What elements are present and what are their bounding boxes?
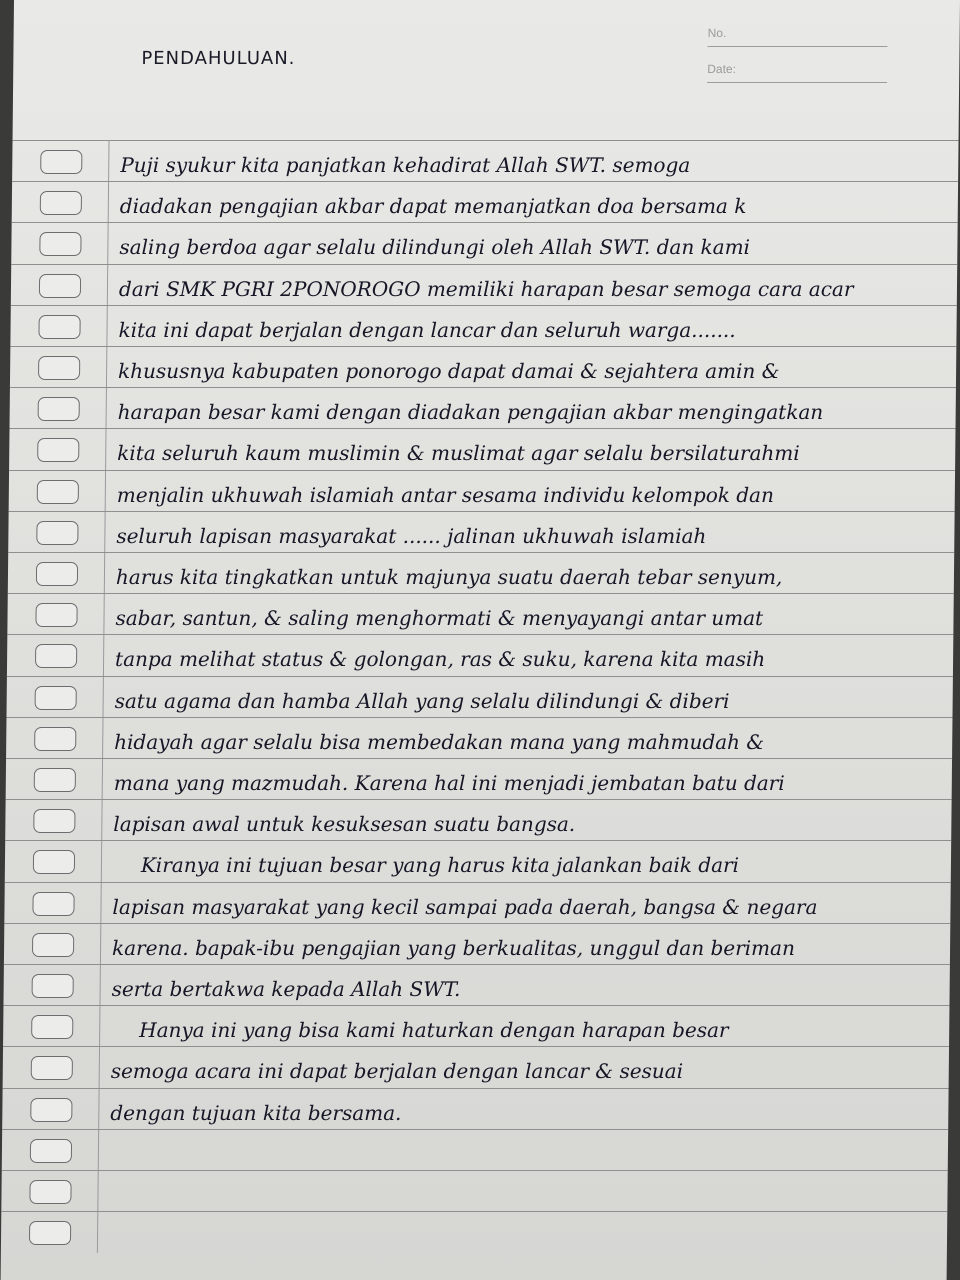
margin-checkbox — [40, 191, 82, 215]
margin-rule — [102, 759, 103, 800]
ruled-line — [2, 1088, 948, 1130]
margin-checkbox — [36, 521, 78, 545]
handwritten-line: satu agama dan hamba Allah yang selalu dilindungi & diberi — [114, 688, 730, 713]
ruled-line — [12, 181, 958, 223]
margin-rule — [106, 306, 107, 347]
handwritten-line: sabar, santun, & saling menghormati & menyayangi antar umat — [115, 606, 764, 631]
ruled-line — [3, 1005, 949, 1047]
margin-rule — [97, 1212, 98, 1253]
margin-checkbox — [34, 727, 76, 751]
handwritten-line: saling berdoa agar selalu dilindungi oleh Allah SWT. dan kami — [119, 235, 751, 260]
ruled-line — [6, 717, 952, 759]
margin-rule — [107, 223, 108, 264]
handwritten-line: lapisan masyarakat yang kecil sampai pada daerah, bangsa & negara — [112, 894, 818, 919]
handwritten-line: mana yang mazmudah. Karena hal ini menjadi jembatan batu dari — [113, 771, 785, 795]
margin-checkbox — [39, 274, 81, 298]
handwritten-line: karena. bapak-ibu pengajian yang berkualitas, unggul dan beriman — [111, 935, 796, 960]
handwritten-line: kita seluruh kaum muslimin & muslimat agar selalu bersilaturahmi — [117, 441, 800, 466]
handwritten-line: kita ini dapat berjalan dengan lancar dan seluruh warga....... — [118, 317, 736, 342]
ruled-line — [4, 882, 950, 924]
ruled-lines — [1, 0, 960, 1280]
ruled-line — [3, 1046, 949, 1088]
margin-rule — [106, 347, 107, 388]
ruled-line — [8, 552, 954, 594]
handwritten-line: semoga acara ini dapat berjalan dengan lancar & sesuai — [110, 1059, 684, 1084]
margin-rule — [105, 429, 106, 470]
margin-rule — [108, 182, 109, 223]
ruled-line — [8, 511, 954, 553]
ruled-line — [9, 428, 955, 470]
margin-rule — [104, 553, 105, 594]
handwritten-line: hidayah agar selalu bisa membedakan mana yang mahmudah & — [114, 729, 765, 754]
ruled-line — [10, 305, 956, 347]
margin-rule — [99, 1006, 100, 1047]
ruled-line — [9, 470, 955, 512]
handwritten-line: lapisan awal untuk kesuksesan suatu bangsa. — [113, 812, 576, 837]
handwritten-line: dari SMK PGRI 2PONOROGO memiliki harapan besar semoga cara acar — [118, 276, 854, 301]
margin-checkbox — [39, 232, 81, 256]
margin-checkbox — [29, 1180, 71, 1204]
handwritten-line: dengan tujuan kita bersama. — [110, 1100, 402, 1125]
handwritten-line: serta bertakwa kepada Allah SWT. — [111, 977, 461, 1001]
margin-rule — [101, 800, 102, 841]
number-field: No. — [708, 26, 888, 47]
margin-checkbox — [36, 562, 78, 586]
ruled-line — [1, 1170, 947, 1212]
margin-rule — [104, 512, 105, 553]
ruled-line — [7, 593, 953, 635]
margin-checkbox — [31, 1056, 73, 1080]
handwritten-line: Kiranya ini tujuan besar yang harus kita jalankan baik dari — [140, 853, 740, 878]
handwritten-line: harapan besar kami dengan diadakan pengajian akbar mengingatkan — [117, 400, 824, 425]
margin-checkbox — [35, 686, 77, 710]
handwritten-line: menjalin ukhuwah islamiah antar sesama individu kelompok dan — [116, 482, 775, 507]
margin-rule — [103, 635, 104, 676]
margin-rule — [100, 883, 101, 924]
ruled-line — [6, 676, 952, 718]
margin-checkbox — [30, 1139, 72, 1163]
ruled-line — [11, 264, 957, 306]
margin-checkbox — [35, 603, 77, 627]
handwritten-line: Hanya ini yang bisa kami haturkan dengan harapan besar — [139, 1018, 729, 1043]
ruled-line — [3, 964, 949, 1006]
margin-rule — [102, 677, 103, 718]
margin-rule — [108, 141, 109, 182]
margin-checkbox — [38, 315, 80, 339]
margin-checkbox — [37, 438, 79, 462]
handwritten-line: harus kita tingkatkan untuk majunya suatu daerah tebar senyum, — [115, 565, 783, 589]
margin-checkbox — [32, 892, 74, 916]
margin-rule — [105, 471, 106, 512]
handwritten-line: seluruh lapisan masyarakat ...... jalinan ukhuwah islamiah — [116, 523, 707, 548]
margin-checkbox — [37, 480, 79, 504]
margin-rule — [98, 1130, 99, 1171]
margin-checkbox — [35, 644, 77, 668]
margin-rule — [98, 1089, 99, 1130]
margin-checkbox — [29, 1221, 71, 1245]
ruled-line — [4, 923, 950, 965]
margin-checkbox — [32, 933, 74, 957]
handwritten-line: diadakan pengajian akbar dapat memanjatkan doa bersama k — [119, 194, 747, 219]
margin-checkbox — [34, 768, 76, 792]
page-title: PENDAHULUAN. — [141, 48, 296, 69]
handwritten-line: khususnya kabupaten ponorogo dapat damai & sejahtera amin & — [117, 359, 780, 383]
margin-checkbox — [38, 397, 80, 421]
date-field: Date: — [707, 62, 887, 83]
handwritten-line: Puji syukur kita panjatkan kehadirat Allah SWT. semoga — [120, 153, 691, 177]
ruled-line — [12, 140, 958, 182]
ruled-line — [5, 840, 951, 882]
margin-checkbox — [30, 1098, 72, 1122]
ruled-line — [11, 222, 957, 264]
ruled-line — [10, 346, 956, 388]
margin-rule — [99, 965, 100, 1006]
ruled-line — [6, 758, 952, 800]
margin-rule — [107, 265, 108, 306]
ruled-line — [10, 387, 956, 429]
margin-checkbox — [33, 809, 75, 833]
margin-checkbox — [38, 356, 80, 380]
margin-checkbox — [32, 974, 74, 998]
notebook-page — [1, 0, 960, 1280]
ruled-line — [2, 1129, 948, 1171]
ruled-line — [5, 799, 951, 841]
margin-checkbox — [33, 850, 75, 874]
ruled-line — [7, 634, 953, 676]
margin-rule — [103, 594, 104, 635]
margin-rule — [106, 388, 107, 429]
margin-rule — [100, 924, 101, 965]
margin-rule — [99, 1047, 100, 1088]
handwritten-line: tanpa melihat status & golongan, ras & suku, karena kita masih — [114, 647, 766, 672]
margin-checkbox — [31, 1015, 73, 1039]
margin-rule — [101, 841, 102, 882]
margin-rule — [102, 718, 103, 759]
ruled-line — [1, 1211, 947, 1253]
margin-rule — [97, 1171, 98, 1212]
margin-checkbox — [40, 150, 82, 174]
